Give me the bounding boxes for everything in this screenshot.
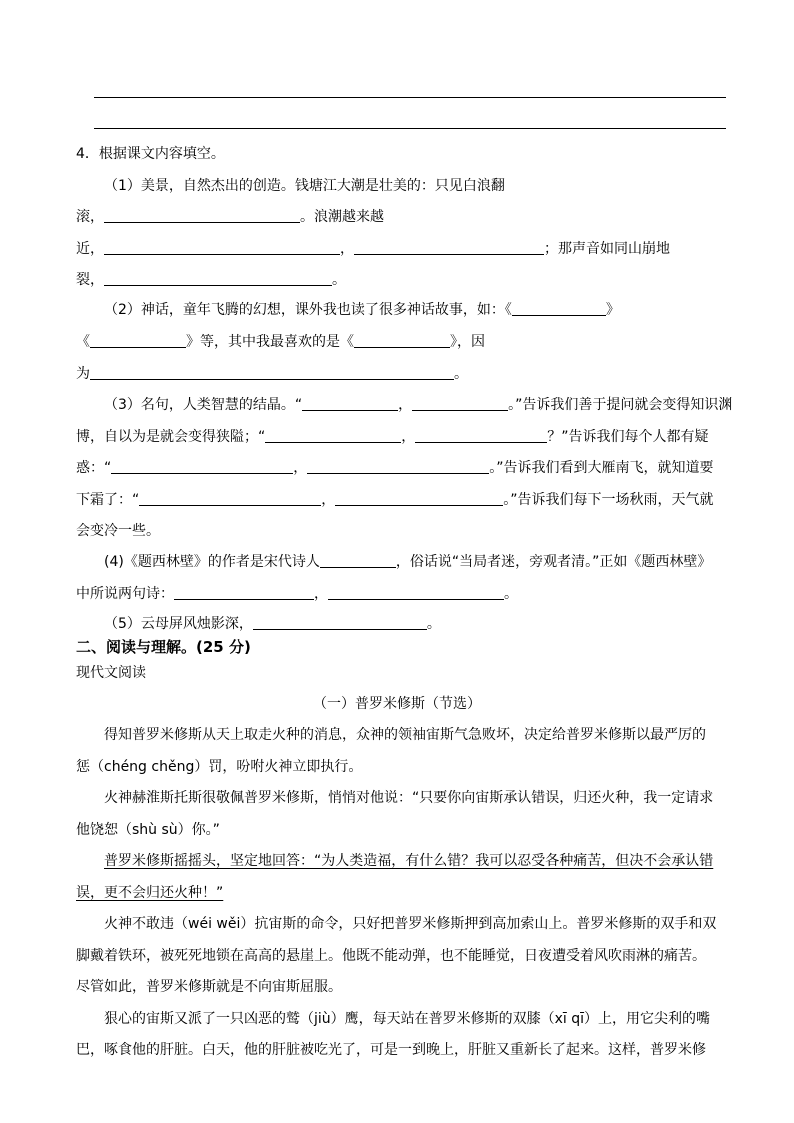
answer-line [94,128,726,129]
passage-line: 火神赫淮斯托斯很敬佩普罗米修斯，悄悄对他说：“只要你向宙斯承认错误，归还火种，我一定请求 [104,790,714,806]
q4-part3-line4: 下霜了：“ ， 。”告诉我们每下一场秋雨，天气就 [76,492,714,508]
fill-blank[interactable] [104,239,340,255]
q4-part2-line3: 为 。 [76,366,468,382]
passage-underlined-line: 误，更不会归还火种！” [76,885,224,901]
passage-line: 他饶恕（shù sù）你。” [76,822,220,838]
passage-line: 巴，啄食他的肝脏。白天，他的肝脏被吃光了，可是一到晚上，肝脏又重新长了起来。这样，普罗米修 [76,1042,706,1058]
answer-line [94,97,726,98]
passage-underlined-line: 普罗米修斯摇摇头，坚定地回答：“为人类造福，有什么错？我可以忍受各种痛苦，但决不会承认错 [104,853,714,869]
fill-blank[interactable] [174,584,314,600]
q4-part2-line2: 《 》等，其中我最喜欢的是《 》，因 [76,334,485,350]
section-2-title: 二、阅读与理解。(25 分) [76,638,251,656]
q4-part1-line4: 裂， 。 [76,272,346,288]
fill-blank[interactable] [111,458,293,474]
q4-part4-line1: (4)《题西林壁》的作者是宋代诗人 ，俗话说“当局者迷，旁观者清。”正如《题西林壁》 [104,554,712,570]
fill-blank[interactable] [307,458,489,474]
fill-blank[interactable] [512,300,606,316]
passage-line: 火神不敢违（wéi wěi）抗宙斯的命令，只好把普罗米修斯押到高加索山上。普罗米修斯的双手和双 [104,916,717,932]
fill-blank[interactable] [139,490,321,506]
passage-line: 尽管如此，普罗米修斯就是不向宙斯屈服。 [76,979,342,995]
q4-part2-line1: （2）神话，童年飞腾的幻想，课外我也读了很多神话故事，如：《 》 [104,302,620,318]
fill-blank[interactable] [90,332,186,348]
fill-blank[interactable] [328,584,504,600]
fill-blank[interactable] [415,427,547,443]
q4-part3-line3: 惑：“ ， 。”告诉我们看到大雁南飞，就知道要 [76,460,714,476]
q4-part4-line2: 中所说两句诗： ， 。 [76,586,518,602]
q4-part1-line1: （1）美景，自然杰出的创造。钱塘江大潮是壮美的：只见白浪翻 [104,178,505,194]
fill-blank[interactable] [265,427,401,443]
passage-line: 狠心的宙斯又派了一只凶恶的鹫（jiù）鹰，每天站在普罗米修斯的双膝（xī qī）上，用它尖利的嘴 [104,1011,711,1027]
fill-blank[interactable] [104,270,332,286]
q4-part1-line2: 滚， 。浪潮越来越 [76,209,384,225]
passage-line: 惩（chéng chěng）罚，吩咐火神立即执行。 [76,759,363,775]
q4-part3-line5: 会变冷一些。 [76,523,160,539]
fill-blank[interactable] [104,207,300,223]
section-2-subtitle: 现代文阅读 [76,665,146,681]
fill-blank[interactable] [253,614,427,630]
q4-part3-line1: （3）名句，人类智慧的结晶。“ ， 。”告诉我们善于提问就会变得知识渊 [104,397,733,413]
passage-line: 得知普罗米修斯从天上取走火种的消息，众神的领袖宙斯气急败坏，决定给普罗米修斯以最严厉的 [104,727,706,743]
fill-blank[interactable] [335,490,503,506]
fill-blank[interactable] [354,332,450,348]
passage-title: （一）普罗米修斯（节选） [313,696,481,712]
fill-blank[interactable] [354,239,544,255]
q4-part3-line2: 博，自以为是就会变得狭隘；“ ， ？”告诉我们每个人都有疑 [76,429,709,445]
fill-blank[interactable] [320,552,396,568]
q4-part5-line1: （5）云母屏风烛影深， 。 [104,616,441,632]
fill-blank[interactable] [412,395,508,411]
fill-blank[interactable] [90,364,454,380]
passage-line: 脚戴着铁环，被死死地锁在高高的悬崖上。他既不能动弹，也不能睡觉，日夜遭受着风吹雨淋的痛苦。 [76,948,706,964]
fill-blank[interactable] [302,395,398,411]
q4-part1-line3: 近， ， ；那声音如同山崩地 [76,241,670,257]
question-4-title: 4．根据课文内容填空。 [76,146,225,162]
